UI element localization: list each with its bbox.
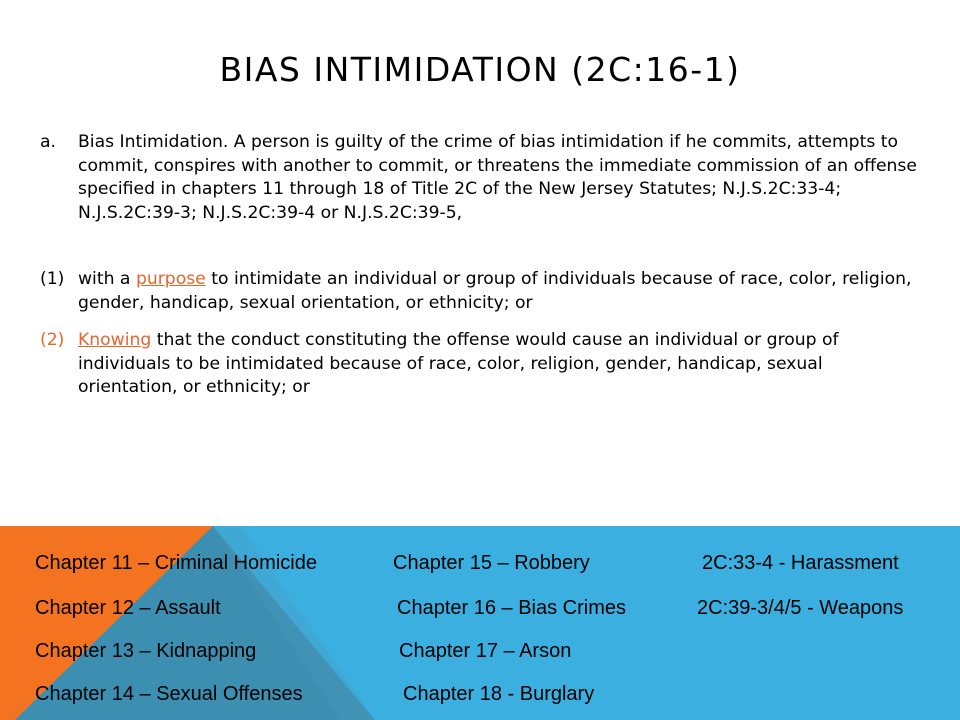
chapter-17: Chapter 17 – Arson (399, 640, 572, 662)
clause-a-marker: a. (40, 132, 56, 152)
clause-2-text (78, 329, 925, 400)
clause-2-marker: (2) (40, 330, 65, 350)
chapter-15: Chapter 15 – Robbery (393, 552, 590, 574)
chapter-18: Chapter 18 - Burglary (403, 683, 595, 705)
clause-1-post: to intimidate an individual or group of individuals because of race, color, religion, gender, handicap, sexual orientation, or ethnicity; or (78, 269, 912, 313)
statute-harassment: 2C:33-4 - Harassment (702, 552, 899, 574)
clause-a-text: Bias Intimidation. A person is guilty of the crime of bias intimidation if he commits, attempts to commit, conspires with another to commit, or threatens the immediate commission of an offense specified in chapters 11 through 18 of Title 2C of the New Jersey Statutes; N.J.S.2C:33-4; N.J.S.2C:39-3; N.J.S.2C:39-4 or N.J.S.2C:39-5, (78, 132, 917, 223)
slide-title: BIAS INTIMIDATION (2C:16-1) (219, 50, 741, 89)
purpose-link[interactable]: purpose (135, 269, 206, 289)
clause-a (40, 131, 925, 225)
chapter-16: Chapter 16 – Bias Crimes (397, 597, 626, 619)
footer-band (0, 526, 960, 720)
clause-2 (40, 329, 925, 400)
clause-1-text (78, 268, 925, 315)
clause-1 (40, 268, 925, 315)
chapter-12: Chapter 12 – Assault (35, 597, 221, 619)
clause-1-marker: (1) (40, 269, 65, 289)
chapter-11: Chapter 11 – Criminal Homicide (35, 552, 317, 574)
statute-weapons: 2C:39-3/4/5 - Weapons (697, 597, 904, 619)
knowing-link[interactable]: Knowing (78, 330, 152, 350)
chapter-14: Chapter 14 – Sexual Offenses (35, 683, 303, 705)
clause-1-pre: with a (78, 269, 136, 289)
clause-2-post: that the conduct constituting the offense would cause an individual or group of individuals to be intimidated because of race, color, religion, gender, handicap, sexual orientation, or ethnicity; or (78, 330, 839, 397)
chapter-13: Chapter 13 – Kidnapping (35, 640, 257, 662)
